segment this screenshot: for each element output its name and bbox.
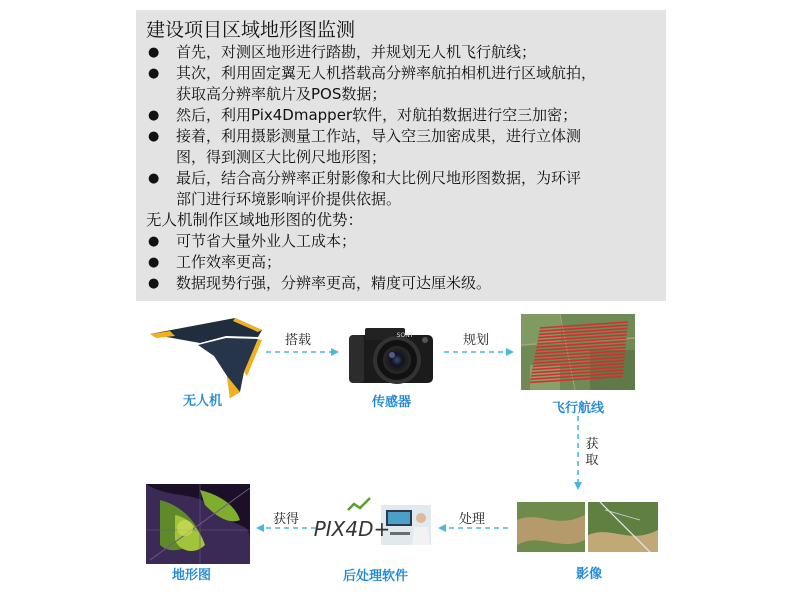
bullet-icon: ● (148, 276, 160, 291)
flight-lines-image (521, 314, 635, 390)
bullet-icon: ● (148, 45, 160, 60)
advantages-heading: 无人机制作区域地形图的优势： (146, 211, 364, 229)
panel-title: 建设项目区域地形图监测 (146, 19, 356, 41)
edge-label-carry: 搭载 (285, 333, 312, 348)
advantage-1-text: 可节省大量外业人工成本； (176, 232, 357, 250)
node-label-uav: 无人机 (183, 394, 223, 409)
node-label-sensor: 传感器 (372, 395, 412, 410)
bullet-icon: ● (148, 66, 160, 81)
camera-brand: SONY (396, 332, 414, 339)
step-3-text: 然后，利用Pix4Dmapper软件，对航拍数据进行空三加密； (176, 106, 578, 124)
node-label-flight-lines: 飞行航线 (552, 401, 605, 416)
edge-label-process: 处理 (459, 512, 486, 527)
step-1-text: 首先，对测区地形进行踏勘，并规划无人机飞行航线； (176, 43, 537, 61)
edge-label-acquire-char1: 获 (585, 437, 599, 452)
uav-image (150, 318, 262, 398)
advantage-2-text: 工作效率更高； (176, 253, 282, 271)
bullet-icon: ● (148, 108, 160, 123)
step-5-text-line2: 部门进行环境影响评价提供依据。 (176, 190, 402, 208)
node-label-topo-map: 地形图 (172, 568, 212, 583)
pix4d-logo: PIX4D+ (313, 517, 391, 541)
imagery-image (517, 502, 658, 552)
bullet-icon: ● (148, 171, 160, 186)
step-5-text-line1: 最后，结合高分辨率正射影像和大比例尺地形图数据，为环评 (176, 169, 582, 187)
topo-map-image (146, 484, 250, 564)
edge-label-acquire (584, 437, 600, 469)
bullet-icon: ● (148, 129, 160, 144)
step-2-text-line1: 其次，利用固定翼无人机搭载高分辨率航拍相机进行区域航拍， (176, 64, 597, 82)
step-4-text-line2: 图，得到测区大比例尺地形图； (176, 148, 387, 166)
node-label-imagery: 影像 (576, 567, 603, 582)
step-2-text-line2: 获取高分辨率航片及POS数据； (176, 85, 387, 103)
step-4-text-line1: 接着，利用摄影测量工作站，导入空三加密成果，进行立体测 (176, 127, 582, 145)
bullet-icon: ● (148, 234, 160, 249)
pix4d-logo-mark (348, 498, 370, 510)
advantage-3-text: 数据现势行强，分辨率更高，精度可达厘米级。 (176, 274, 492, 292)
camera-image (349, 328, 433, 384)
edge-label-acquire-char2: 取 (585, 453, 599, 468)
edge-label-obtain: 获得 (273, 512, 300, 527)
node-label-software: 后处理软件 (343, 569, 409, 584)
edge-label-plan: 规划 (463, 333, 490, 348)
bullet-icon: ● (148, 255, 160, 270)
